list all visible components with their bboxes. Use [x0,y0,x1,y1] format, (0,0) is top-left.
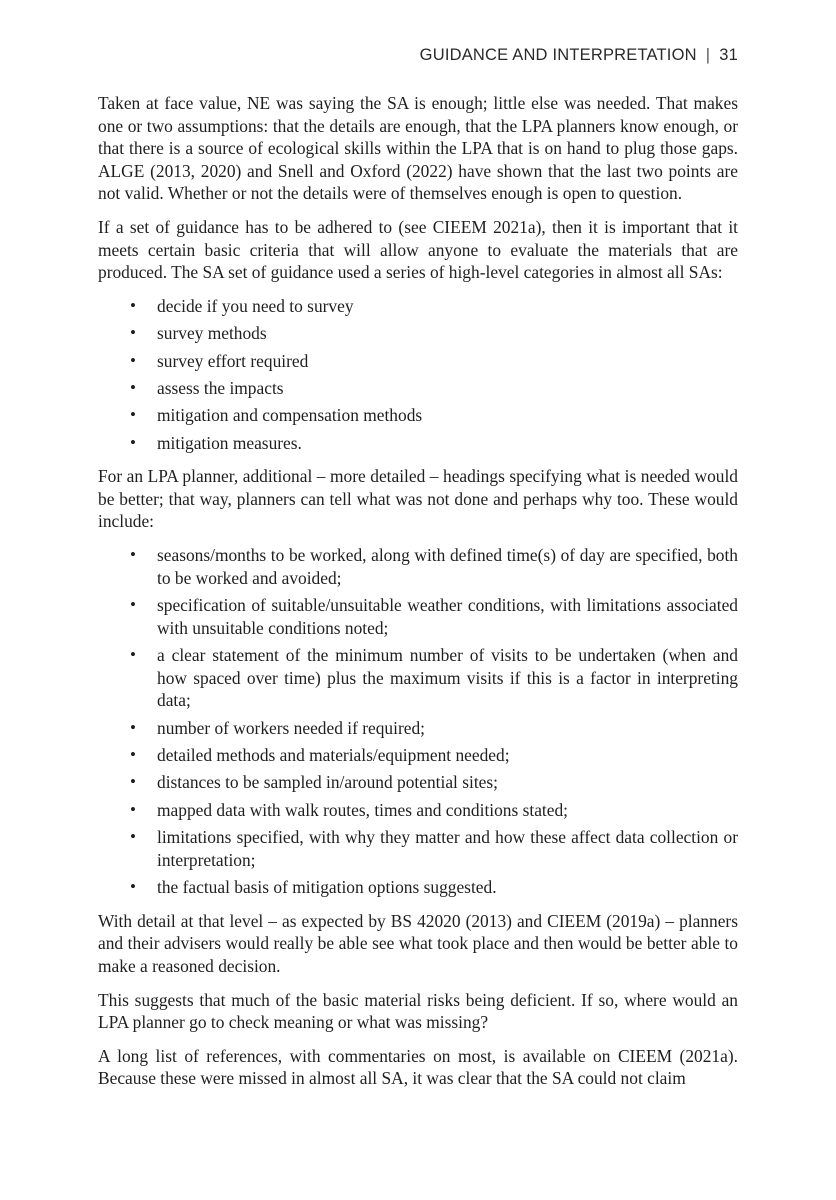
list-item [98,717,738,740]
bullet-icon: • [130,717,136,737]
bullet-icon: • [130,595,136,615]
list-item-text: mitigation measures. [157,432,302,453]
bullet-icon: • [130,323,136,343]
list-item [98,377,738,400]
list-item-text: survey methods [157,323,267,344]
list-item [98,404,738,427]
bullet-icon: • [130,799,136,819]
list-item [98,799,738,822]
list-item-text: specification of suitable/unsuitable weather conditions, with limitations associated with unsuitable conditions noted; [157,595,738,638]
page-number: 31 [719,46,738,64]
bullet-icon: • [130,827,136,847]
bullet-icon: • [130,295,136,315]
paragraph-4: With detail at that level – as expected by BS 42020 (2013) and CIEEM (2019a) – planners and their advisers would really be able see what took place and then would be better able to make a reasoned decision. [98,910,738,976]
bullet-icon: • [130,645,136,665]
bullet-icon: • [130,432,136,452]
list-item-text: decide if you need to survey [157,295,354,316]
paragraph-1: Taken at face value, NE was saying the SA is enough; little else was needed. That makes one or two assumptions: that the details are enough, that the LPA planners know enough, or that there is a source of ecological skills within the LPA that is on hand to plug those gaps. ALGE (2013, 2020) and Snell and Oxford (2022) have shown that the last two points are not valid. Whether or not the details were of themselves enough is open to question. [98,93,738,204]
list-item [98,876,738,899]
bullet-icon: • [130,545,136,565]
list-item [98,544,738,589]
paragraph-5: This suggests that much of the basic material risks being deficient. If so, where would an LPA planner go to check meaning or what was missing? [98,989,738,1033]
list-item [98,744,738,767]
paragraph-3: For an LPA planner, additional – more detailed – headings specifying what is needed would be better; that way, planners can tell what was not done and perhaps why too. These would include: [98,466,738,532]
bullet-icon: • [130,772,136,792]
bullet-icon: • [130,877,136,897]
list-item-text: detailed methods and materials/equipment needed; [157,745,510,766]
list-item-text: limitations specified, with why they matter and how these affect data collection or interpretation; [157,827,738,870]
list-item-text: mapped data with walk routes, times and conditions stated; [157,799,569,820]
detailed-headings-list [98,544,738,899]
list-item-text: a clear statement of the minimum number of visits to be undertaken (when and how spaced over time) plus the maximum visits if this is a factor in interpreting data; [157,645,738,711]
list-item [98,594,738,639]
header-separator: | [705,46,711,64]
category-list [98,295,738,455]
bullet-icon: • [130,405,136,425]
running-head [420,46,738,65]
section-title: GUIDANCE AND INTERPRETATION [419,46,697,64]
list-item-text: seasons/months to be worked, along with defined time(s) of day are specified, both to be worked and avoided; [157,545,738,588]
list-item [98,771,738,794]
paragraph-6: A long list of references, with commentaries on most, is available on CIEEM (2021a). Because these were missed in almost all SA, it was clear that the SA could not claim [98,1045,738,1089]
list-item-text: the factual basis of mitigation options suggested. [157,877,497,898]
list-item [98,350,738,373]
list-item-text: mitigation and compensation methods [157,405,423,426]
bullet-icon: • [130,745,136,765]
list-item [98,826,738,871]
list-item-text: assess the impacts [157,377,284,398]
body-text [98,92,738,1101]
list-item [98,322,738,345]
list-item-text: distances to be sampled in/around potential sites; [157,772,498,793]
paragraph-2: If a set of guidance has to be adhered to (see CIEEM 2021a), then it is important that it meets certain basic criteria that will allow anyone to evaluate the materials that are produced. The SA set of guidance used a series of high-level categories in almost all SAs: [98,216,738,283]
list-item [98,432,738,455]
list-item-text: survey effort required [157,350,309,371]
bullet-icon: • [130,350,136,370]
list-item [98,644,738,712]
list-item [98,295,738,318]
bullet-icon: • [130,377,136,397]
list-item-text: number of workers needed if required; [157,717,426,738]
